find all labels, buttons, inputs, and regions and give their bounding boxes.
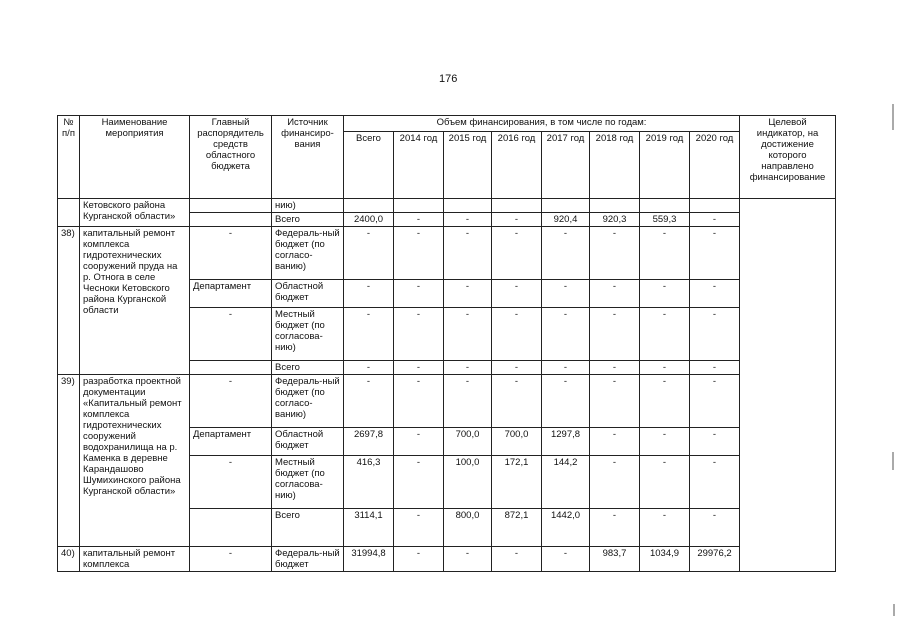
- value-cell: 920,4: [542, 213, 590, 227]
- item-row: [58, 375, 836, 428]
- activity-name: разработка проектной документации «Капитальный ремонт комплекса гидротехнических сооружений водохранилища на р. Каменка в деревне Карандашово Шумихинского района Курганской области»: [80, 375, 190, 547]
- value-cell: [344, 199, 394, 213]
- value-cell: 1034,9: [640, 547, 690, 572]
- value-cell: 3114,1: [344, 509, 394, 547]
- value-cell: 172,1: [492, 456, 542, 509]
- header-year-2017: 2017 год: [542, 132, 590, 199]
- value-cell: [640, 199, 690, 213]
- value-cell: -: [542, 361, 590, 375]
- value-cell: -: [690, 428, 740, 456]
- source-cell: Всего: [272, 509, 344, 547]
- value-cell: -: [344, 227, 394, 280]
- row-number: 39): [58, 375, 80, 547]
- target-indicator-cell: [740, 199, 836, 572]
- value-cell: -: [492, 280, 542, 308]
- value-cell: [590, 199, 640, 213]
- value-cell: -: [690, 280, 740, 308]
- activity-name: капитальный ремонт комплекса: [80, 547, 190, 572]
- manager-cell: -: [190, 308, 272, 361]
- header-year-2014: 2014 год: [394, 132, 444, 199]
- value-cell: -: [444, 213, 492, 227]
- value-cell: -: [690, 375, 740, 428]
- value-cell: -: [344, 280, 394, 308]
- header-target: Целевой индикатор, на достижение которого направлено финансирование: [740, 116, 836, 199]
- value-cell: -: [590, 280, 640, 308]
- value-cell: -: [542, 227, 590, 280]
- value-cell: -: [690, 227, 740, 280]
- value-cell: -: [590, 227, 640, 280]
- value-cell: 144,2: [542, 456, 590, 509]
- value-cell: -: [542, 547, 590, 572]
- value-cell: -: [394, 361, 444, 375]
- activity-name: Кетовского района Курганской области»: [80, 199, 190, 227]
- header-total: Всего: [344, 132, 394, 199]
- value-cell: 100,0: [444, 456, 492, 509]
- value-cell: -: [344, 375, 394, 428]
- value-cell: -: [640, 509, 690, 547]
- value-cell: [690, 199, 740, 213]
- value-cell: -: [492, 375, 542, 428]
- header-year-2015: 2015 год: [444, 132, 492, 199]
- value-cell: -: [394, 428, 444, 456]
- source-cell: Федераль-ный бюджет (по согласо-ванию): [272, 375, 344, 428]
- value-cell: 416,3: [344, 456, 394, 509]
- row-number: 38): [58, 227, 80, 375]
- value-cell: -: [492, 361, 542, 375]
- value-cell: -: [394, 308, 444, 361]
- value-cell: 2697,8: [344, 428, 394, 456]
- value-cell: 559,3: [640, 213, 690, 227]
- source-cell: нию): [272, 199, 344, 213]
- source-cell: Федераль-ный бюджет (по согласо-ванию): [272, 227, 344, 280]
- value-cell: -: [492, 213, 542, 227]
- row-number-cell: [58, 199, 80, 227]
- item-row: [58, 227, 836, 280]
- value-cell: 2400,0: [344, 213, 394, 227]
- value-cell: -: [590, 456, 640, 509]
- value-cell: -: [690, 213, 740, 227]
- value-cell: -: [492, 547, 542, 572]
- activity-name: капитальный ремонт комплекса гидротехнических сооружений пруда на р. Отнога в селе Чесноки Кетовского района Курганской области: [80, 227, 190, 375]
- value-cell: -: [394, 509, 444, 547]
- value-cell: -: [344, 361, 394, 375]
- header-year-2018: 2018 год: [590, 132, 640, 199]
- header-no: № п/п: [58, 116, 80, 199]
- value-cell: -: [690, 456, 740, 509]
- value-cell: -: [640, 428, 690, 456]
- source-cell: Всего: [272, 361, 344, 375]
- manager-cell: [190, 361, 272, 375]
- value-cell: -: [590, 509, 640, 547]
- value-cell: -: [542, 280, 590, 308]
- header-source: Источник финансиро-вания: [272, 116, 344, 199]
- manager-cell: Департамент: [190, 280, 272, 308]
- item-row: [58, 547, 836, 572]
- manager-cell: [190, 509, 272, 547]
- value-cell: -: [394, 456, 444, 509]
- financing-table: [57, 115, 836, 572]
- header-year-2016: 2016 год: [492, 132, 542, 199]
- value-cell: 29976,2: [690, 547, 740, 572]
- value-cell: 800,0: [444, 509, 492, 547]
- value-cell: -: [394, 547, 444, 572]
- header-volume: Объем финансирования, в том числе по годам:: [344, 116, 740, 132]
- value-cell: 700,0: [444, 428, 492, 456]
- value-cell: 872,1: [492, 509, 542, 547]
- value-cell: [394, 199, 444, 213]
- source-cell: Местный бюджет (по согласова-нию): [272, 456, 344, 509]
- source-cell: Областной бюджет: [272, 280, 344, 308]
- continuation-row: [58, 199, 836, 213]
- value-cell: 1442,0: [542, 509, 590, 547]
- manager-cell: [190, 199, 272, 213]
- value-cell: -: [590, 428, 640, 456]
- value-cell: -: [444, 375, 492, 428]
- value-cell: [492, 199, 542, 213]
- page-number: 176: [439, 73, 458, 85]
- value-cell: -: [590, 375, 640, 428]
- value-cell: -: [640, 280, 690, 308]
- header-manager: Главный распорядитель средств областного бюджета: [190, 116, 272, 199]
- manager-cell: -: [190, 547, 272, 572]
- value-cell: 700,0: [492, 428, 542, 456]
- header-year-2020: 2020 год: [690, 132, 740, 199]
- value-cell: -: [394, 280, 444, 308]
- value-cell: -: [640, 375, 690, 428]
- source-cell: Всего: [272, 213, 344, 227]
- value-cell: -: [492, 308, 542, 361]
- value-cell: -: [444, 280, 492, 308]
- value-cell: -: [542, 375, 590, 428]
- value-cell: -: [640, 227, 690, 280]
- header-name: Наименование мероприятия: [80, 116, 190, 199]
- value-cell: -: [394, 213, 444, 227]
- value-cell: 1297,8: [542, 428, 590, 456]
- manager-cell: [190, 213, 272, 227]
- table-body: [58, 199, 836, 572]
- value-cell: -: [444, 547, 492, 572]
- value-cell: -: [542, 308, 590, 361]
- manager-cell: Департамент: [190, 428, 272, 456]
- value-cell: -: [394, 375, 444, 428]
- value-cell: -: [590, 361, 640, 375]
- row-number: 40): [58, 547, 80, 572]
- manager-cell: -: [190, 227, 272, 280]
- value-cell: -: [444, 361, 492, 375]
- value-cell: -: [690, 308, 740, 361]
- source-cell: Областной бюджет: [272, 428, 344, 456]
- source-cell: Федераль-ный бюджет: [272, 547, 344, 572]
- value-cell: -: [492, 227, 542, 280]
- value-cell: -: [690, 509, 740, 547]
- manager-cell: -: [190, 456, 272, 509]
- value-cell: -: [444, 308, 492, 361]
- manager-cell: -: [190, 375, 272, 428]
- value-cell: -: [690, 361, 740, 375]
- value-cell: 983,7: [590, 547, 640, 572]
- value-cell: -: [640, 361, 690, 375]
- value-cell: [542, 199, 590, 213]
- value-cell: -: [640, 308, 690, 361]
- value-cell: 920,3: [590, 213, 640, 227]
- header-year-2019: 2019 год: [640, 132, 690, 199]
- value-cell: -: [394, 227, 444, 280]
- value-cell: [444, 199, 492, 213]
- value-cell: -: [590, 308, 640, 361]
- value-cell: 31994,8: [344, 547, 394, 572]
- value-cell: -: [344, 308, 394, 361]
- source-cell: Местный бюджет (по согласова-нию): [272, 308, 344, 361]
- value-cell: -: [640, 456, 690, 509]
- value-cell: -: [444, 227, 492, 280]
